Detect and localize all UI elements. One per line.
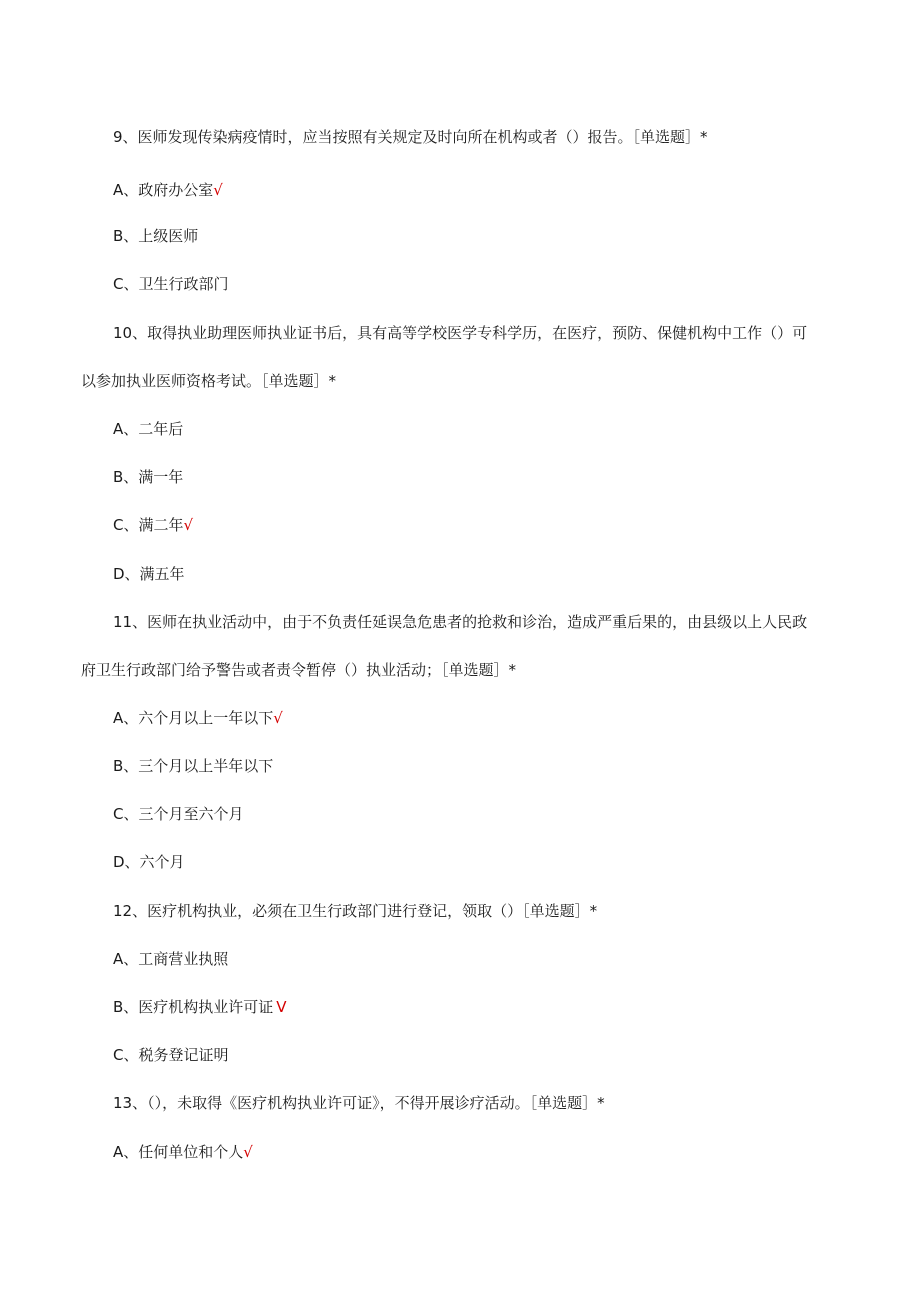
option-11d[interactable]: D、六个月: [113, 853, 185, 871]
option-12a[interactable]: A、工商营业执照: [113, 950, 229, 968]
option-10b[interactable]: B、满一年: [113, 468, 184, 486]
option-10a[interactable]: A、二年后: [113, 420, 184, 438]
option-9a[interactable]: A、政府办公室√: [113, 181, 223, 199]
option-11c[interactable]: C、三个月至六个月: [113, 805, 244, 823]
answer-mark: √: [183, 516, 194, 534]
option-11b[interactable]: B、三个月以上半年以下: [113, 757, 274, 775]
answer-mark: √: [213, 181, 223, 199]
question-10-text: 10、取得执业助理医师执业证书后，具有高等学校医学专科学历，在医疗，预防、保健机构中工作（）可: [113, 324, 808, 342]
answer-mark: V: [276, 998, 287, 1016]
option-9c[interactable]: C、卫生行政部门: [113, 275, 229, 293]
option-9b[interactable]: B、上级医师: [113, 227, 199, 245]
question-11-text: 11、医师在执业活动中，由于不负责任延误急危患者的抢救和诊治，造成严重后果的，由县级以上人民政: [113, 613, 808, 631]
option-12b[interactable]: B、医疗机构执业许可证 V: [113, 998, 287, 1016]
question-13-text: 13、（），未取得《医疗机构执业许可证》，不得开展诊疗活动。［单选题］*: [113, 1094, 605, 1112]
question-12-text: 12、医疗机构执业，必须在卫生行政部门进行登记，领取（）［单选题］*: [113, 902, 598, 920]
option-10c[interactable]: C、满二年√: [113, 516, 194, 534]
option-11a[interactable]: A、六个月以上一年以下√: [113, 709, 283, 727]
question-10-text-cont: 以参加执业医师资格考试。［单选题］*: [81, 372, 337, 390]
answer-mark: √: [273, 709, 283, 727]
option-10d[interactable]: D、满五年: [113, 565, 185, 583]
question-9-text: 9、医师发现传染病疫情时，应当按照有关规定及时向所在机构或者（）报告。［单选题］*: [113, 128, 708, 146]
question-11-text-cont: 府卫生行政部门给予警告或者责令暂停（）执业活动；［单选题］*: [81, 661, 517, 679]
option-13a[interactable]: A、任何单位和个人√: [113, 1143, 253, 1161]
answer-mark: √: [243, 1143, 253, 1161]
option-12c[interactable]: C、税务登记证明: [113, 1046, 229, 1064]
